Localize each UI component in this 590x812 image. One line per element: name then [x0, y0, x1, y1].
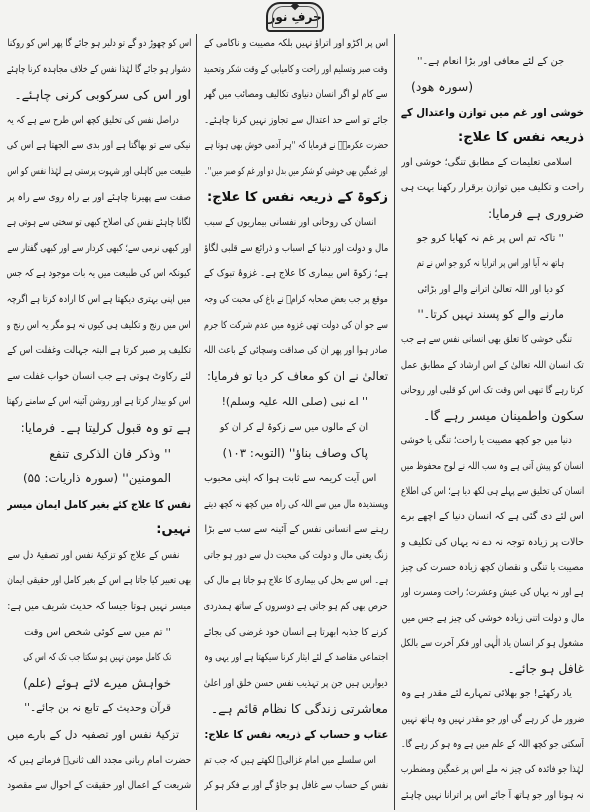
line-text: جن کے لئے معافی اور بڑا انعام ہے۔'' — [416, 56, 564, 67]
line-text: عتاب و حساب کے ذریعہ نفس کا علاج: — [204, 728, 388, 742]
line-text: وپسندیدہ مال میں سے اللہ کی راہ میں کچھ نہ کچھ دیتے — [204, 498, 388, 510]
line-text: اسلامی تعلیمات کے مطابق تنگی؛ خوشی اور — [401, 157, 572, 169]
text-line — [401, 606, 584, 631]
quote-line — [7, 696, 191, 722]
line-text: المومنین'' (سورہ ذاریات: ۵۵) — [23, 471, 171, 486]
line-text: اور غمگین بھی خوشی کو شکر میں بدل دو اور غم کو صبر میں''۔ — [204, 165, 388, 177]
line-text: طبیعت میں کاہلی اور شہوت پرستی ہے لہٰذا نفس کو اس — [7, 165, 191, 177]
line-text: تک کامل مومن نہیں ہو سکتا جب تک کہ اس کی — [22, 652, 171, 664]
line-text: تکلیف پر صبر کرتا ہے البتہ جہالت وغفلت اس کے — [7, 345, 191, 357]
line-text: شریعت کے اعمال اور حقیقت کے احوال سے مقصود — [7, 780, 191, 792]
line-text: اور کبھی نرمی سے؛ کبھی کردار سے اور کبھی گفتار سے — [7, 242, 191, 254]
line-text: '' تاکہ تم اس پر غم نہ کھایا کرو جو — [417, 233, 564, 245]
text-line — [204, 543, 388, 569]
paragraph-first-line — [7, 543, 191, 569]
line-text: یاد رکھئے! جو بھلائی تمہارے لئے مقدر ہے وہ — [401, 688, 572, 700]
text-line — [204, 338, 388, 364]
text-line — [401, 783, 584, 808]
line-text: تک انسان اللہ تعالیٰ کے اس ارشاد کے مطابق عمل — [401, 359, 584, 371]
line-text: صادر ہوا اور پھر ان کی صداقت وسچائی کے باعث اللہ — [204, 345, 388, 357]
line-text: خواہش میرے لائے ہوئے (علم) — [23, 675, 171, 690]
text-line — [7, 287, 191, 313]
quote-line — [401, 277, 584, 302]
masthead-title: حرفِ نور — [268, 10, 322, 24]
line-text: ضرور مل کر رہے گی اور جو مقدر نہیں وہ ہاتھ نہیں — [401, 713, 584, 725]
text-line — [401, 732, 584, 757]
line-text: لئے رکاوٹ ہوتی ہے جب انسان خواب غفلت سے — [7, 370, 191, 382]
paragraph-first-line — [7, 108, 191, 134]
line-text: ہے اور نہ یہاں کی عیش وعشرت؛ راحت ومسرت اور — [401, 587, 584, 599]
line-text: زنگ یعنی مال و دولت کی محبت دل سے دور ہو جاتی — [204, 549, 388, 561]
line-text: اس آیت کریمہ سے ثابت ہوا کہ اپنی محبوب — [204, 473, 376, 485]
paragraph-last-line — [7, 415, 191, 441]
line-text: کیونکہ اس کی طبیعت میں یہ بات موجود ہے کہ جس — [7, 268, 191, 280]
line-text: مشغول ہو کر انسان یاد الٰہی اور فکر آخرت سے بالکل — [401, 637, 584, 649]
section-heading — [204, 185, 388, 211]
text-line — [401, 530, 584, 555]
text-line — [204, 82, 388, 108]
line-text: میسر نہیں ہوتا جیسا کہ حدیث شریف میں ہے: — [7, 601, 191, 613]
quote-line — [7, 620, 191, 646]
column-left — [7, 31, 191, 799]
text-line — [7, 236, 191, 262]
line-text: ضروری ہے فرمایا: — [488, 205, 584, 221]
line-text: نہ ہونا اور جو ہاتھ آ جائے اس پر اترانا نہیں چاہئے — [401, 789, 584, 801]
line-text: صفت سے پھیرنا چاہئے اور بے راہ روی سے راہ پر — [7, 191, 191, 203]
text-line — [204, 773, 388, 799]
text-line — [204, 568, 388, 594]
line-text: کو دیا اور اللہ تعالیٰ اترانے والے اور بڑائی — [417, 283, 564, 295]
section-heading — [7, 517, 191, 543]
line-text: کرتا رہے گا تبھی اس وقت تک اس کو قلبی اور روحانی — [401, 384, 584, 396]
text-line — [7, 159, 191, 185]
text-line — [401, 504, 584, 529]
column-right — [401, 49, 584, 808]
text-line — [204, 108, 388, 134]
text-line — [7, 31, 191, 57]
text-line — [7, 185, 191, 211]
line-text: کرنے کا جذبہ ابھرتا ہے انسان خود غرضی کی بجائے — [204, 626, 388, 638]
line-text: اور اس کی سرکوبی کرنی چاہئے۔ — [14, 87, 191, 103]
text-line — [7, 748, 191, 774]
paragraph-last-line — [401, 403, 584, 428]
text-line — [7, 338, 191, 364]
text-line — [401, 580, 584, 605]
text-line — [204, 594, 388, 620]
text-line — [401, 555, 584, 580]
text-line — [7, 568, 191, 594]
line-text: اس کو بیدار کرتا ہے اور روشن آئینہ اس کے سامنے رکھتا — [7, 396, 191, 408]
line-text: راحت و تکلیف میں توازن برقرار رکھنا بہت ہی — [401, 182, 584, 194]
text-line — [204, 133, 388, 159]
line-text: حرص بھی کم ہو جاتی ہے دوسروں کے ساتھ ہمدردی — [204, 601, 388, 613]
line-text: حضرت امام ربانی مجدد الف ثانیؒ فرماتے ہیں کہ — [7, 754, 191, 766]
line-text: غافل ہو جائے۔ — [507, 661, 584, 677]
text-line — [7, 313, 191, 339]
column-divider — [394, 34, 395, 810]
section-heading — [204, 722, 388, 748]
text-line — [7, 210, 191, 236]
quote-line — [204, 415, 388, 441]
line-text: ہاتھ نہ آیا اور اس پر اترایا نہ کرو جو اس نے تم — [416, 258, 564, 270]
quote-line — [7, 645, 191, 671]
line-text: نیکی سے تو بھاگتا ہے اور بدی سے الجھتا ہے اس کی — [7, 140, 191, 152]
text-line — [204, 287, 388, 313]
line-text: جائے تو اسے حد اعتدال سے تجاوز نہیں کرنا چاہئے۔ — [204, 114, 388, 126]
text-line — [7, 389, 191, 415]
paragraph-first-line — [401, 428, 584, 453]
line-text: اس لئے دی گئی ہے کہ انسان دنیا کے اچھے برے — [401, 511, 584, 523]
text-line — [204, 57, 388, 83]
quote-line — [204, 389, 388, 415]
line-text: (سورہ ھود) — [411, 79, 474, 95]
quote-line — [7, 466, 191, 492]
line-text: دشوار ہو جائے گا لہٰذا نفس کے خلاف مجاہدہ کرنا چاہئے — [7, 63, 191, 75]
quote-line — [7, 671, 191, 697]
text-line — [204, 671, 388, 697]
line-text: '' تم میں سے کوئی شخص اس وقت — [24, 626, 171, 638]
ornament-icon — [291, 2, 299, 10]
column-middle — [204, 31, 388, 799]
text-line — [7, 133, 191, 159]
line-text: ہے۔ اس سے بخل کی بیماری کا علاج ہو جاتا ہے مال کی — [204, 575, 388, 587]
text-line — [401, 757, 584, 782]
line-text: معاشرتی زندگی کا نظام قائم ہے۔ — [210, 701, 388, 717]
line-text: بھی تعبیر کیا جاتا ہے اس کے بغیر کامل اور حقیقی ایمان — [7, 575, 191, 587]
text-line — [204, 236, 388, 262]
line-text: مصیبت یا تنگی و نقصان کچھ زیادہ حسرت کی چیز — [401, 561, 584, 573]
paragraph-last-line — [7, 594, 191, 620]
text-line — [204, 313, 388, 339]
line-text: لہٰذا جو فائدہ کی چیز نہ ملے اس پر غمگین ومضطرب — [401, 764, 584, 776]
column-divider — [196, 34, 197, 810]
quote-line — [401, 251, 584, 276]
quote-line — [401, 49, 584, 74]
line-text: '' اے نبی (صلی اللہ علیہ وسلم)! — [221, 395, 368, 409]
line-text: تنگی خوشی کا تعلق بھی انسانی نفس سے ہے جب — [401, 334, 572, 346]
line-text: دراصل نفس کی تخلیق کچھ اس طرح سے ہے کہ یہ — [7, 114, 179, 126]
paragraph-last-line — [401, 656, 584, 681]
paragraph-first-line — [7, 722, 191, 748]
text-line — [204, 31, 388, 57]
line-text: آسکتی جو کچھ اللہ کے علم میں ہے وہ ہو کر رہے گا۔ — [401, 739, 584, 751]
line-text: مال و دولت اتنی زیادہ خوشی کی چیز ہے جس میں — [401, 612, 584, 624]
line-text: میں اپنی بہتری دیکھتا ہے اس کا ارادہ کرتا ہے اگرچہ — [7, 293, 191, 305]
source-citation — [401, 74, 584, 99]
section-heading — [401, 100, 584, 125]
text-line — [204, 517, 388, 543]
text-line — [204, 261, 388, 287]
line-text: دنیا میں جو کچھ مصیبت یا راحت؛ تنگی یا خوشی — [401, 435, 572, 447]
text-line — [204, 620, 388, 646]
line-text: قرآن وحدیث کے تابع نہ بن جائے۔'' — [24, 702, 171, 715]
line-text: پاک وصاف بناؤ'' (التوبہ: ۱۰۳) — [222, 445, 368, 460]
line-text: حالات پر زیادہ توجہ نہ دے نہ یہاں کی تکلیف و — [401, 536, 584, 548]
quote-line — [401, 226, 584, 251]
line-text: وقت صبر وتسلیم اور راحت و کامیابی کے وقت شکر وتحمید — [204, 63, 388, 75]
line-text: اس میں رنج و تکلیف ہی کیوں نہ ہو مگر یہ اس رنج و — [7, 319, 191, 331]
text-line — [401, 707, 584, 732]
text-line — [204, 645, 388, 671]
line-text: اس سلسلے میں امام غزالیؒ لکھتے ہیں کہ جب تم — [204, 754, 376, 766]
paragraph-first-line — [204, 748, 388, 774]
line-text: ہے؛ زکوۃ اس بیماری کا علاج ہے۔ غزوۂ تبوک کے — [204, 268, 388, 280]
line-text: ذریعہ نفس کا علاج: — [458, 129, 584, 145]
paragraph-first-line — [401, 150, 584, 175]
line-text: ہے تو وہ قبول کرلیتا ہے۔ فرمایا: — [20, 419, 191, 435]
quote-line — [401, 302, 584, 327]
section-heading — [7, 492, 191, 518]
quote-line — [7, 441, 191, 467]
line-text: اس پر اکڑو اور اتراؤ نہیں بلکہ مصیبت و ناکامی کے — [204, 38, 388, 49]
paragraph-last-line — [204, 364, 388, 390]
text-line — [7, 773, 191, 799]
masthead-logo — [266, 2, 324, 32]
line-text: تعالیٰ نے ان کو معاف کر دیا تو فرمایا: — [206, 368, 388, 383]
paragraph-last-line — [401, 201, 584, 226]
quote-line — [204, 441, 388, 467]
paragraph-last-line — [7, 82, 191, 108]
text-line — [204, 492, 388, 518]
line-text: نفس کا علاج کئے بغیر کامل ایمان میسر — [7, 497, 191, 511]
text-line — [401, 479, 584, 504]
line-text: انسان کی تخلیق سے پہلے ہی لکھ دیا ہے؛ اس کی اطلاع — [401, 486, 584, 498]
text-line — [401, 454, 584, 479]
line-text: مارنے والے کو پسند نہیں کرتا۔'' — [417, 307, 564, 321]
line-text: خوشی اور غم میں توازن واعتدال کے — [401, 105, 584, 119]
text-line — [204, 159, 388, 185]
line-text: سے جو ان کی دولت تھی غزوہ میں عدم شرکت کا جرم — [204, 319, 388, 331]
line-text: اس کو چھوڑ دو گے تو دلیر ہو جائے گا پھر اس کو روکنا — [7, 38, 191, 49]
line-text: اجتماعی مقاصد کے لئے ایثار کرنا سیکھتا ہے اور یہی وہ — [204, 652, 388, 664]
paragraph-first-line — [401, 327, 584, 352]
line-text: نفس کے حساب سے غافل ہو جاؤ گے اور بے فکر ہو کر — [204, 780, 388, 792]
line-text: نہیں: — [156, 522, 191, 538]
text-line — [7, 57, 191, 83]
paragraph-first-line — [204, 210, 388, 236]
line-text: زکوۃ کے ذریعہ نفس کا علاج: — [207, 189, 388, 205]
paragraph-first-line — [204, 466, 388, 492]
line-text: حضرت عکرمہؓ نے فرمایا کہ ''ہر آدمی خوش بھی ہوتا ہے — [204, 140, 388, 152]
paragraph-first-line — [401, 681, 584, 706]
line-text: انسان کو پیش آتی ہے وہ سب اللہ نے لوح محفوظ میں — [401, 460, 584, 472]
line-text: موقع پر جب بعض صحابہ کرامؓ نے باغ کی محبت کی وجہ — [204, 293, 388, 305]
line-text: ان کے مالوں میں سے زکوۃ لے کر ان کو — [219, 421, 368, 433]
paragraph-last-line — [204, 696, 388, 722]
line-text: سکون واطمینان میسر رہے گا۔ — [423, 408, 584, 424]
text-line — [401, 378, 584, 403]
line-text: رہنے سے انسانی نفس کے آئینہ سے سب سے بڑا — [204, 524, 388, 536]
line-text: دیواریں ہیں جن پر تہذیب نفس حسن خلق اور اعلیٰ — [204, 677, 388, 689]
line-text: '' وذکر فان الذکری تنفع — [49, 445, 171, 461]
text-line — [7, 364, 191, 390]
line-text: انسان کی روحانی اور نفسانی بیماریوں کے سبب — [204, 217, 376, 229]
line-text: تزکیۂ نفس اور تصفیہ دل کے بارے میں — [7, 728, 179, 742]
line-text: سے کام لو اگر انسان دنیاوی تکالیف ومصائب میں گھر — [204, 89, 388, 101]
line-text: لگانا چاہئے نفس کی اصلاح کبھی تو سختی سے ہوتی ہے — [7, 217, 191, 229]
text-line — [401, 353, 584, 378]
text-line — [401, 631, 584, 656]
text-line — [401, 175, 584, 200]
section-heading — [401, 125, 584, 150]
line-text: نفس کے علاج کو تزکیۂ نفس اور تصفیۂ دل سے — [7, 549, 179, 561]
line-text: مال و دولت اور دنیا کے اسباب و ذرائع سے قلبی لگاؤ — [204, 242, 388, 254]
text-line — [7, 261, 191, 287]
